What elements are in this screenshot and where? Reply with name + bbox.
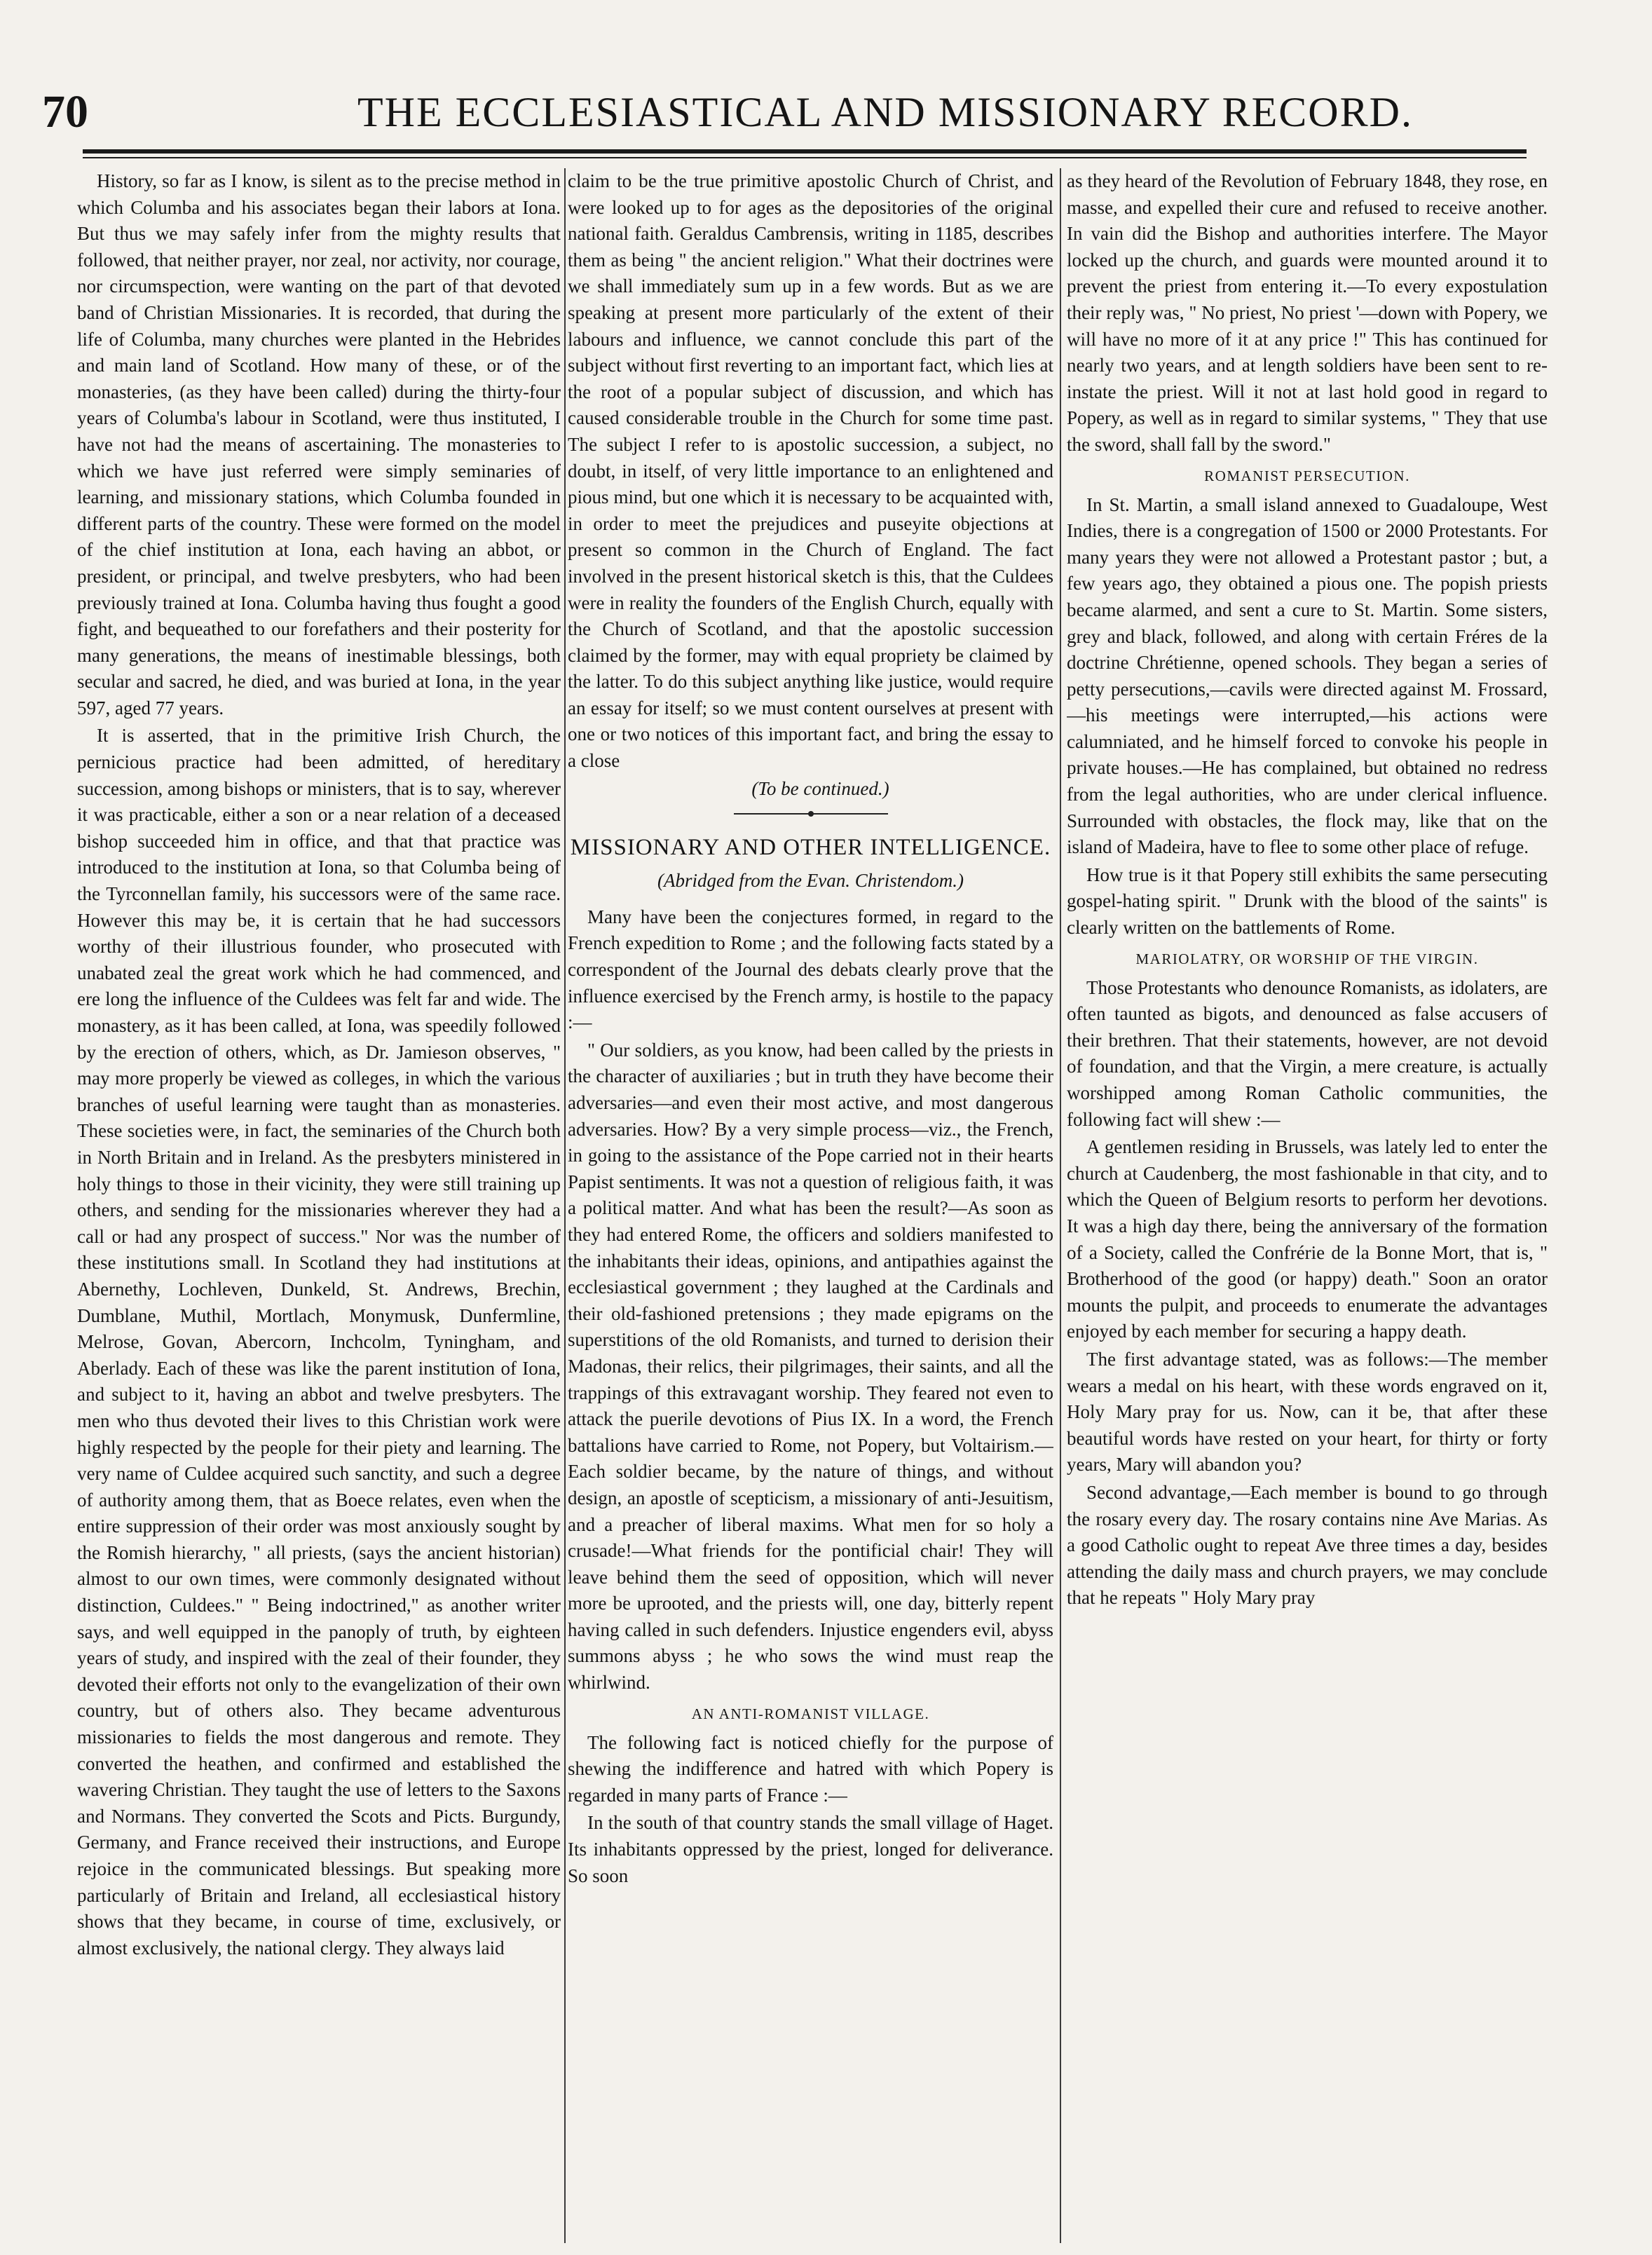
column-2 [568,168,1053,2243]
paragraph: The following fact is noticed chiefly for the purpose of shewing the indifference and hatred with which Popery is regarded in many parts of France :— [568,1731,1053,1806]
paragraph: How true is it that Popery still exhibits the same persecuting gospel-hating spirit. " Drunk with the blood of the saints" is clearly written on the battlements of Rome. [1067,864,1548,939]
column-divider [1060,168,1061,2243]
column-1 [77,168,561,2243]
paragraph: " Our soldiers, as you know, had been called by the priests in the character of auxiliaries ; but in truth they have become their adversaries—and even their most active, and most dangerous adversaries. How? By a very simple process—viz., the French, in going to the assistance of the Pope carried not in their hearts Papist sentiments. It was not a question of religious faith, it was a political matter. And what has been the result?—As soon as they had entered Rome, the officers and soldiers manifested to the inhabitants their ideas, opinions, and antipathies against the ecclesiastical government ; they laughed at the Cardinals and their old-fashioned pretensions ; they made epigrams on the superstitions of the old Romanists, and turned to derision their Madonas, their relics, their pilgrimages, their saints, and all the trappings of this extravagant worship. They feared not even to attack the puerile devotions of Pius IX. In a word, the French battalions have carried to Rome, not Popery, but Voltairism.—Each soldier became, by the nature of things, and without design, an apostle of scepticism, a missionary of anti-Jesuitism, and a preacher of liberal maxims. What men for so holy a crusade!—What friends for the pontificial chair! They will leave behind them the seed of opposition, which will never more be uprooted, and the priests will, one day, bitterly repent having called in such defenders. Injustice engenders evil, abyss summons abyss ; he who sows the wind must reap the whirlwind. [568,1039,1053,1694]
masthead [42,77,1605,147]
paragraph: The first advantage stated, was as follows:—The member wears a medal on his heart, with these words engraved on it, Holy Mary pray for us. Now, can it be, that after these beautiful words have rested on your heart, for thirty or forty years, Mary will abandon you? [1067,1348,1548,1476]
to-be-continued: (To be continued.) [751,777,889,799]
column-divider [564,168,566,2243]
paragraph: Many have been the conjectures formed, in regard to the French expedition to Rome ; and the following facts stated by a correspondent of the Journal des debats clearly prove that the influence exercised by the French army, is hostile to the papacy :— [568,906,1053,1033]
page-number: 70 [42,86,88,137]
subheading: MARIOLATRY, OR WORSHIP OF THE VIRGIN. [1135,950,1479,967]
section-ornament [727,809,895,819]
paragraph: Second advantage,—Each member is bound to go through the rosary every day. The rosary contains nine Ave Marias. As a good Catholic ought to repeat Ave three times a day, besides attending the daily mass and church prayers, we may conclude that he repeats " Holy Mary pray [1067,1481,1548,1609]
source-note: (Abridged from the Evan. Christendom.) [657,870,964,892]
header-rule-thin [83,157,1527,158]
section-heading: MISSIONARY AND OTHER INTELLIGENCE. [570,835,1051,861]
subheading: AN ANTI-ROMANIST VILLAGE. [691,1705,930,1722]
paragraph: In St. Martin, a small island annexed to Guadaloupe, West Indies, there is a congregation of 1500 or 2000 Protestants. For many years they were not allowed a Protestant pastor ; but, a few years ago, they obtained a pious one. The popish priests became alarmed, and sent a cure to St. Martin. Some sisters, grey and black, followed, and along with certain Fréres de la doctrine Chrétienne, opened schools. They began a series of petty persecutions,—cavils were directed against M. Frossard,—his meetings were interrupted,—his actions were calumniated, and he himself forced to convoke his people in private houses.—He has complained, but obtained no redress from the legal authorities, who are under clerical influence. Surrounded with obstacles, the flock may, like that on the island of Madeira, have to flee to some other place of refuge. [1067,493,1548,858]
paragraph: as they heard of the Revolution of February 1848, they rose, en masse, and expelled their cure and refused to receive another. In vain did the Bishop and authorities interfere. The Mayor locked up the church, and guards were mounted around it to prevent the priest from entering it.—To every expostulation their reply was, " No priest, No priest '—down with Popery, we will have no more of it at any price !" This has continued for nearly two years, and at length soldiers have been sent to re-instate the priest. Will it not at last hold good in regard to Popery, as well as in regard to similar systems, " They that use the sword, shall fall by the sword." [1067,170,1548,455]
paragraph: History, so far as I know, is silent as to the precise method in which Columba and his associates began their labors at Iona. But thus we may safely infer from the mighty results that followed, that neither prayer, nor zeal, nor activity, nor courage, nor circumspection, were wanting on the part of that devoted band of Christian Missionaries. It is recorded, that during the life of Columba, many churches were planted in the Hebrides and main land of Scotland. How many of these, or of the monasteries, (as they have been called) during the thirty-four years of Columba's labour in Scotland, were thus instituted, I have not had the means of ascertaining. The monasteries to which we have just referred were simply seminaries of learning, and missionary stations, which Columba founded in different parts of the country. These were formed on the model of the chief institution at Iona, each having an abbot, or president, or principal, and twelve presbyters, who had been previously trained at Iona. Columba having thus fought a good fight, and bequeathed to our forefathers and their posterity for many generations, the means of inestimable blessings, both secular and sacred, he died, and was buried at Iona, in the year 597, aged 77 years. [77,170,561,718]
column-3 [1067,168,1548,2243]
paragraph: Those Protestants who denounce Romanists, as idolaters, are often taunted as bigots, and denounced as false accusers of their brethren. That their statements, however, are not devoid of foundation, and that the Virgin, a mere creature, is actually worshipped among Roman Catholic communities, the following fact will shew :— [1067,976,1548,1130]
running-title: THE ECCLESIASTICAL AND MISSIONARY RECORD. [357,89,1413,135]
paragraph: It is asserted, that in the primitive Irish Church, the pernicious practice had been admitted, of hereditary succession, among bishops or ministers, that is to say, wherever it was practicable, either a son or a near relation of a deceased bishop succeeded him in office, and that that practice was introduced to the institution at Iona, so that Columba being of the Tyrconnellan family, his successors were of the same race. However this may be, it is certain that he had successors worthy of their illustrious founder, who prosecuted with unabated zeal the great work which he had commenced, and ere long the influence of the Culdees was felt far and wide. The monastery, as it has been called, at Iona, was speedily followed by the erection of others, which, as Dr. Jamieson observes, " may more properly be viewed as colleges, in which the various branches of useful learning were taught than as monasteries. These societies were, in fact, the seminaries of the Church both in North Britain and in Ireland. As the presbyters ministered in holy things to those in their vicinity, they were still training up others, and sending for the missionaries wherever they had a call or had any prospect of success." Nor was the number of these institutions small. In Scotland they had institutions at Abernethy, Lochleven, Dunkeld, St. Andrews, Brechin, Dumblane, Muthil, Mortlach, Monymusk, Dunfermline, Melrose, Govan, Abercorn, Inchcolm, Tyningham, and Aberlady. Each of these was like the parent institution of Iona, and subject to it, having an abbot and twelve presbyters. The men who thus devoted their lives to this Christian work were highly respected by the people for their piety and learning. The very name of Culdee acquired such sanctity, and such a degree of authority among them, that as Boece relates, even when the entire suppression of their order was most anxiously sought by the Romish hierarchy, " all priests, (says the ancient historian) almost to our own times, were commonly designated without distinction, Culdees." " Being indoctrined," as another writer says, and well equipped in the panoply of truth, by eighteen years of study, and inspired with the zeal of their founder, they devoted their efforts not only to the evangelization of their own country, but of others also. They became adventurous missionaries to fields the most dangerous and remote. They converted the heathen, and confirmed and established the wavering Christian. They taught the use of letters to the Saxons and Normans. They converted the Scots and Picts. Burgundy, Germany, and France received their instructions, and Europe rejoice in the communicated blessings. But speaking more particularly of Britain and Ireland, all ecclesiastical history shows that they became, in course of time, exclusively, or almost exclusively, the national clergy. They always laid [77,725,561,1958]
subheading: ROMANIST PERSECUTION. [1204,467,1410,484]
paragraph: A gentlemen residing in Brussels, was lately led to enter the church at Caudenberg, the most fashionable in that city, and to which the Queen of Belgium resorts to perform her devotions. It was a high day there, being the anniversary of the formation of a Society, called the Confrérie de la Bonne Mort, that is, " Brotherhood of the good (or happy) death." Soon an orator mounts the pulpit, and proceeds to enumerate the advantages enjoyed by each member for securing a happy death. [1067,1136,1548,1342]
header-rule [83,149,1527,154]
paragraph: In the south of that country stands the small village of Haget. Its inhabitants oppressed by the priest, longed for deliverance. So soon [568,1812,1053,1886]
paragraph: claim to be the true primitive apostolic Church of Christ, and were looked up to for ages as the depositories of the original national faith. Geraldus Cambrensis, writing in 1185, describes them as being " the ancient religion." What their doctrines were we shall immediately sum up in a few words. But as we are speaking at present more particularly of the extent of their labours and influence, we cannot conclude this part of the subject without first reverting to an important fact, which lies at the root of a popular subject of discussion, and which has caused considerable trouble in the Church for some time past. The subject I refer to is apostolic succession, a subject, no doubt, in itself, of very little importance to an enlightened and pious mind, but one which it is necessary to be acquainted with, in order to meet the prejudices and puseyite objections at present so common in the Church of England. The fact involved in the present historical sketch is this, that the Culdees were in reality the founders of the English Church, equally with the Church of Scotland, and that the apostolic succession claimed by the former, may with equal propriety be claimed by the latter. To do this subject anything like justice, would require an essay for itself; so we must content ourselves at present with one or two notices of this important fact, and bring the essay to a close [568,170,1053,772]
